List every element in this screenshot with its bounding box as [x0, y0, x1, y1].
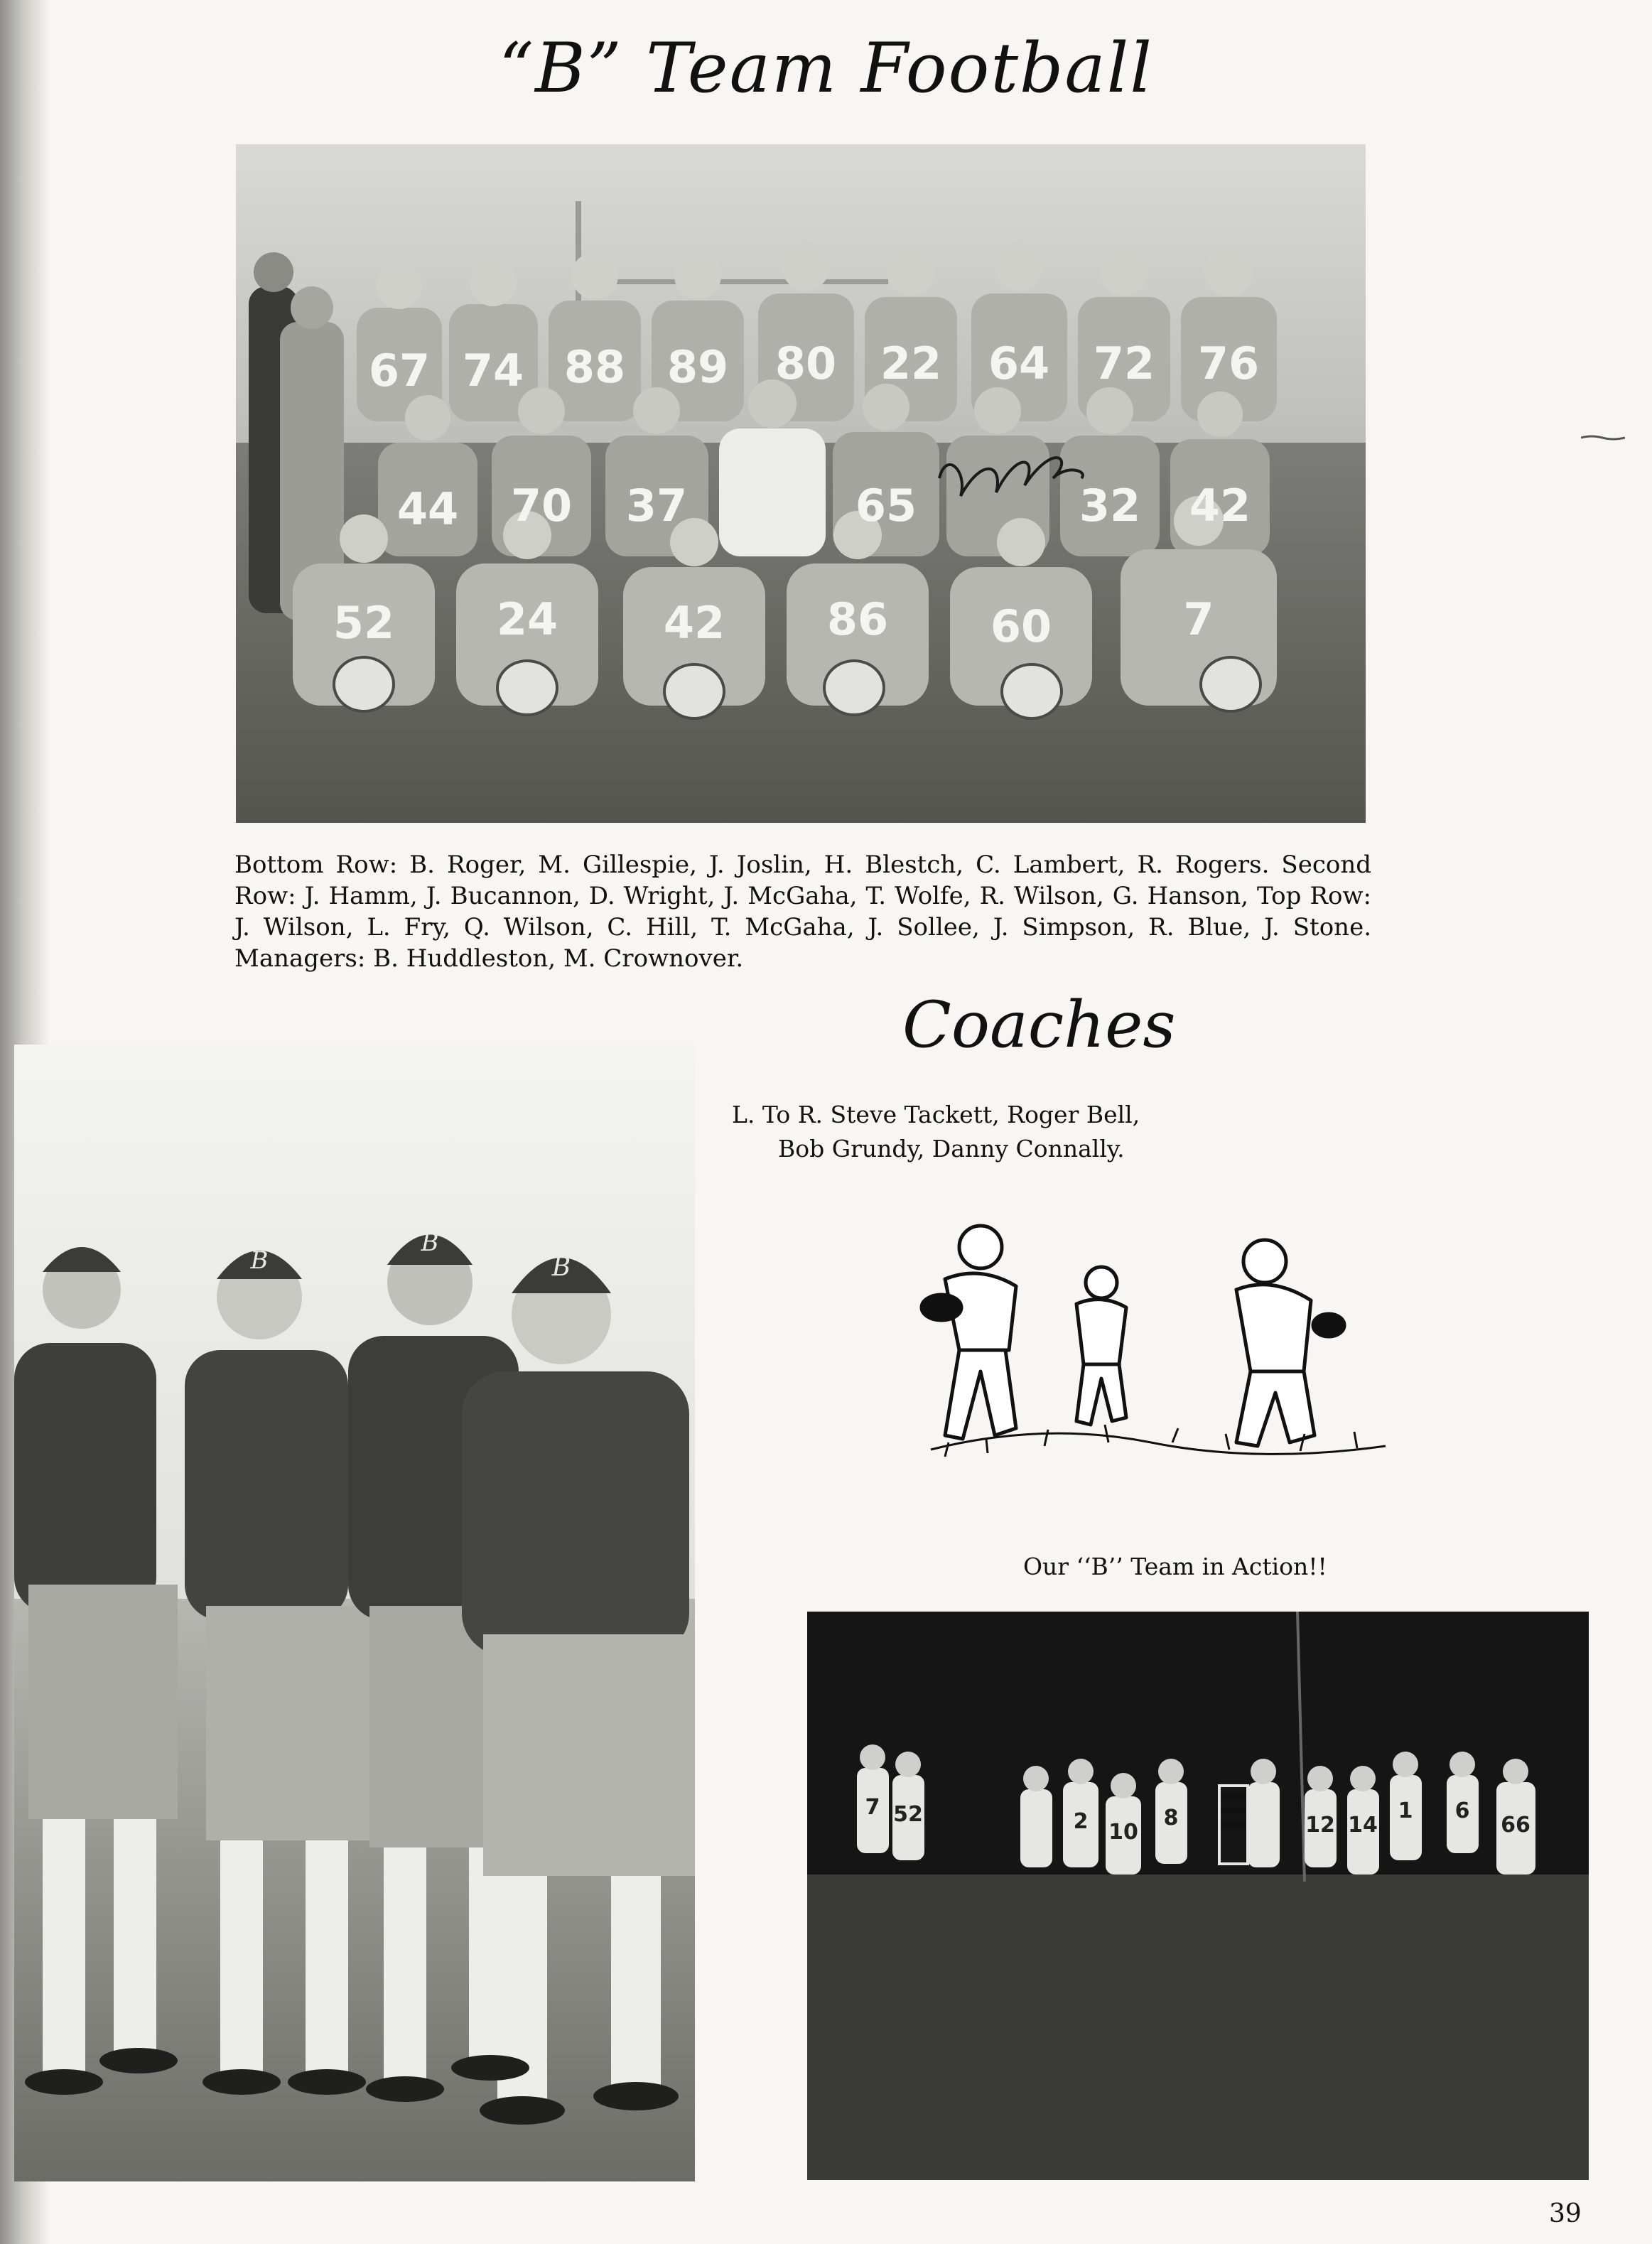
- team-photo-illustration: [236, 144, 1366, 823]
- jersey-number: 70: [510, 480, 573, 532]
- jersey-number: 64: [988, 338, 1050, 389]
- jersey-number: 65: [855, 480, 917, 532]
- action-jersey-number: 2: [1073, 1809, 1089, 1834]
- coaches-caption-line-1: L. To R. Steve Tackett, Roger Bell,: [732, 1101, 1140, 1128]
- jersey-number: 22: [880, 338, 942, 389]
- action-jersey-number: 66: [1501, 1813, 1530, 1838]
- jersey-number: 37: [625, 480, 688, 532]
- coaches-caption: [732, 1098, 1140, 1166]
- jersey-number: 60: [990, 600, 1052, 652]
- coach-cap-letter: B: [551, 1253, 571, 1282]
- action-jersey-number: 6: [1454, 1798, 1470, 1823]
- coaches-heading: Coaches: [902, 988, 1176, 1062]
- jersey-number: 52: [333, 597, 395, 649]
- team-photo: [236, 144, 1366, 823]
- coaches-photo-illustration: [14, 1045, 695, 2181]
- jersey-number: 72: [1093, 338, 1155, 389]
- coach-cap-letter: B: [421, 1229, 439, 1257]
- action-jersey-number: 12: [1305, 1813, 1335, 1838]
- jersey-number: 76: [1197, 338, 1260, 389]
- jersey-number: 42: [663, 597, 725, 649]
- action-photo-illustration: [807, 1612, 1589, 2180]
- jersey-number: 42: [1189, 480, 1251, 532]
- jersey-number: 67: [368, 345, 431, 397]
- coaches-photo: [14, 1045, 695, 2181]
- jersey-number: 44: [396, 483, 459, 535]
- team-caption: Bottom Row: B. Roger, M. Gillespie, J. Joslin, H. Blestch, C. Lambert, R. Rogers. Second Row: J. Hamm, J. Bucannon, D. Wright, J. McGaha, T. Wolfe, R. Wilson, G. Hanson, Top Row: J. Wilson, L. Fry, Q. Wilson, C. Hill, T. McGaha, J. Sollee, J. Simpson, R. Blue, J. Stone. Managers: B. Huddleston, M. Crownover.: [234, 851, 1371, 973]
- coach-cap-letter: B: [250, 1246, 269, 1275]
- jersey-number: 24: [496, 593, 558, 645]
- jersey-number: 86: [826, 593, 889, 645]
- page-number: 39: [1549, 2199, 1582, 2228]
- jersey-number: 74: [462, 345, 524, 397]
- action-jersey-number: 14: [1348, 1813, 1378, 1838]
- stray-ink-mark: [1581, 435, 1625, 441]
- jersey-number: 89: [666, 341, 729, 393]
- action-jersey-number: 52: [893, 1802, 923, 1827]
- page-title: “B” Team Football: [498, 28, 1153, 108]
- action-jersey-number: 7: [865, 1795, 880, 1820]
- jersey-number: 7: [1183, 593, 1214, 645]
- action-caption: Our ‘‘B’’ Team in Action!!: [1023, 1553, 1327, 1580]
- action-jersey-number: 1: [1398, 1798, 1413, 1823]
- jersey-number: 80: [774, 338, 837, 389]
- football-players-sketch: [902, 1208, 1400, 1492]
- football-players-drawing: [902, 1208, 1400, 1492]
- jersey-number: 32: [1079, 480, 1141, 532]
- jersey-number: 88: [563, 341, 626, 393]
- action-photo: [807, 1612, 1589, 2180]
- action-jersey-number: 10: [1108, 1820, 1138, 1845]
- coaches-caption-line-2: Bob Grundy, Danny Connally.: [778, 1135, 1125, 1163]
- action-jersey-number: 8: [1163, 1806, 1179, 1830]
